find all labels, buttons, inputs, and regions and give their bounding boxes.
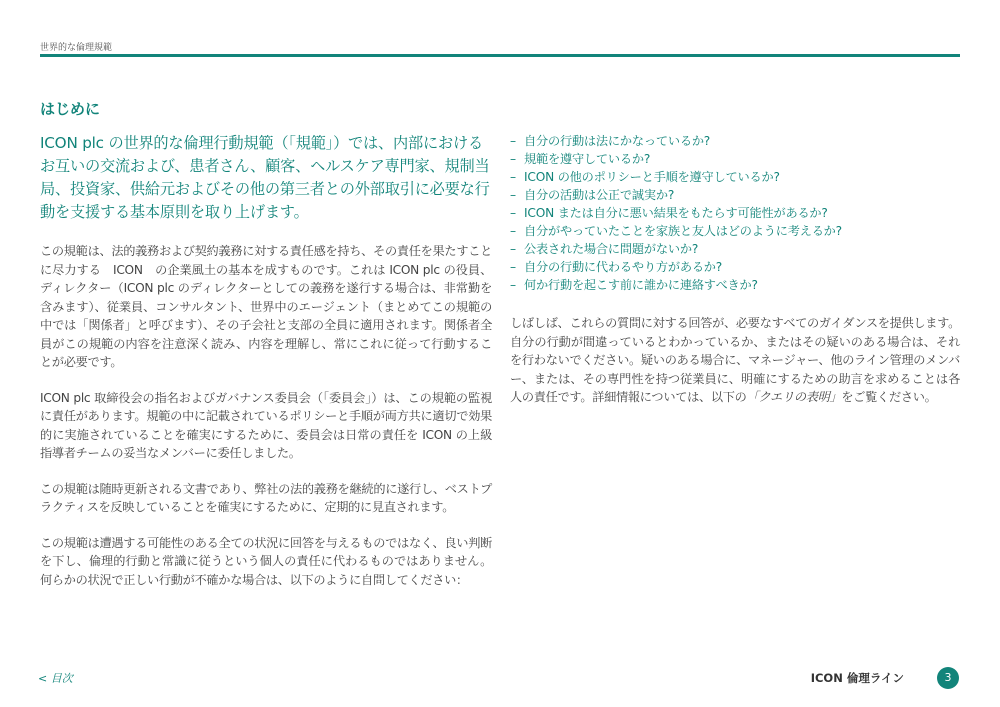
list-item: – 自分の活動は公正で誠実か? [510, 188, 675, 202]
body-paragraph: ICON plc 取締役会の指名およびガバナンス委員会（「委員会」）は、この規範の監視に責任があります。規範の中に記載されているポリシーと手順が両方共に適切で効果的に実施されていることを確実にするために、委員会は日常の責任を ICON の上級指導者チームの妥当なメンバーに委任しました。 [40, 390, 492, 460]
lead-paragraph: ICON plc の世界的な倫理行動規範（「規範」）では、内部におけるお互いの交流および、患者さん、顧客、ヘルスケア専門家、規制当局、投資家、供給元およびその他の第三者との外部取引に必要な行動を支援する基本原則を取り上げます。 [40, 134, 490, 221]
list-item: – 自分の行動は法にかなっているか? [510, 134, 711, 148]
body-paragraph: この規範は遭遇する可能性のある全ての状況に回答を与えるものではなく、良い判断を下し、倫理的行動と常識に従うという個人の責任に代わるものではありません。何らかの状況で正しい行動が不確かな場合は、以下のように自問してください： [40, 535, 492, 587]
header-rule [40, 54, 960, 57]
query-reference: 「クエリの表明」 [746, 390, 842, 404]
page-number: 3 [937, 667, 959, 689]
list-item: – ICON または自分に悪い結果をもたらす可能性があるか? [510, 206, 828, 220]
list-item: – ICON の他のポリシーと手順を遵守しているか? [510, 170, 780, 184]
right-column [510, 132, 960, 424]
toc-link[interactable]: < 目次 [38, 672, 73, 685]
body-paragraph: この規範は、法的義務および契約義務に対する責任感を持ち、その責任を果たすことに尽力する ICON の企業風土の基本を成すものです。これは ICON plc の役員、ディレクター（ICON plc のディレクターとしての義務を遂行する場合は、非常勤を含みます）、従業員、コンサルタント、世界中のエージェント（まとめてこの規範の中では「関係者」と呼びます）、その子会社と支部の全員に適用されます。関係者全員がこの規範の内容を注意深く読み、内容を理解し、常にこれに従って行動することが必要です。 [40, 244, 492, 369]
list-item: – 何か行動を起こす前に誰かに連絡すべきか? [510, 278, 758, 292]
footer-brand: ICON 倫理ライン [810, 671, 904, 685]
list-item: – 公表された場合に問題がないか? [510, 242, 699, 256]
running-header: 世界的な倫理規範 [40, 43, 113, 53]
closing-paragraph: しばしば、これらの質問に対する回答が、必要なすべてのガイダンスを提供します。自分の行動が間違っているとわかっているか、またはその疑いのある場合は、それを行わないでください。疑いのある場合に、マネージャー、他のライン管理のメンバー、または、その専門性を持つ従業員に、明確にするための助言を求めることは各人の責任です。詳細情報については、以下の「クエリの表明」をご覧ください。 [510, 316, 960, 404]
left-column [40, 132, 492, 606]
body-paragraph: この規範は随時更新される文書であり、弊社の法的義務を継続的に遂行し、ベストプラクティスを反映していることを確実にするために、定期的に見直されます。 [40, 481, 492, 514]
question-list [510, 132, 960, 294]
list-item: – 自分の行動に代わるやり方があるか? [510, 260, 723, 274]
section-title: はじめに [40, 100, 101, 118]
list-item: – 自分がやっていたことを家族と友人はどのように考えるか? [510, 224, 842, 238]
list-item: – 規範を遵守しているか? [510, 152, 651, 166]
